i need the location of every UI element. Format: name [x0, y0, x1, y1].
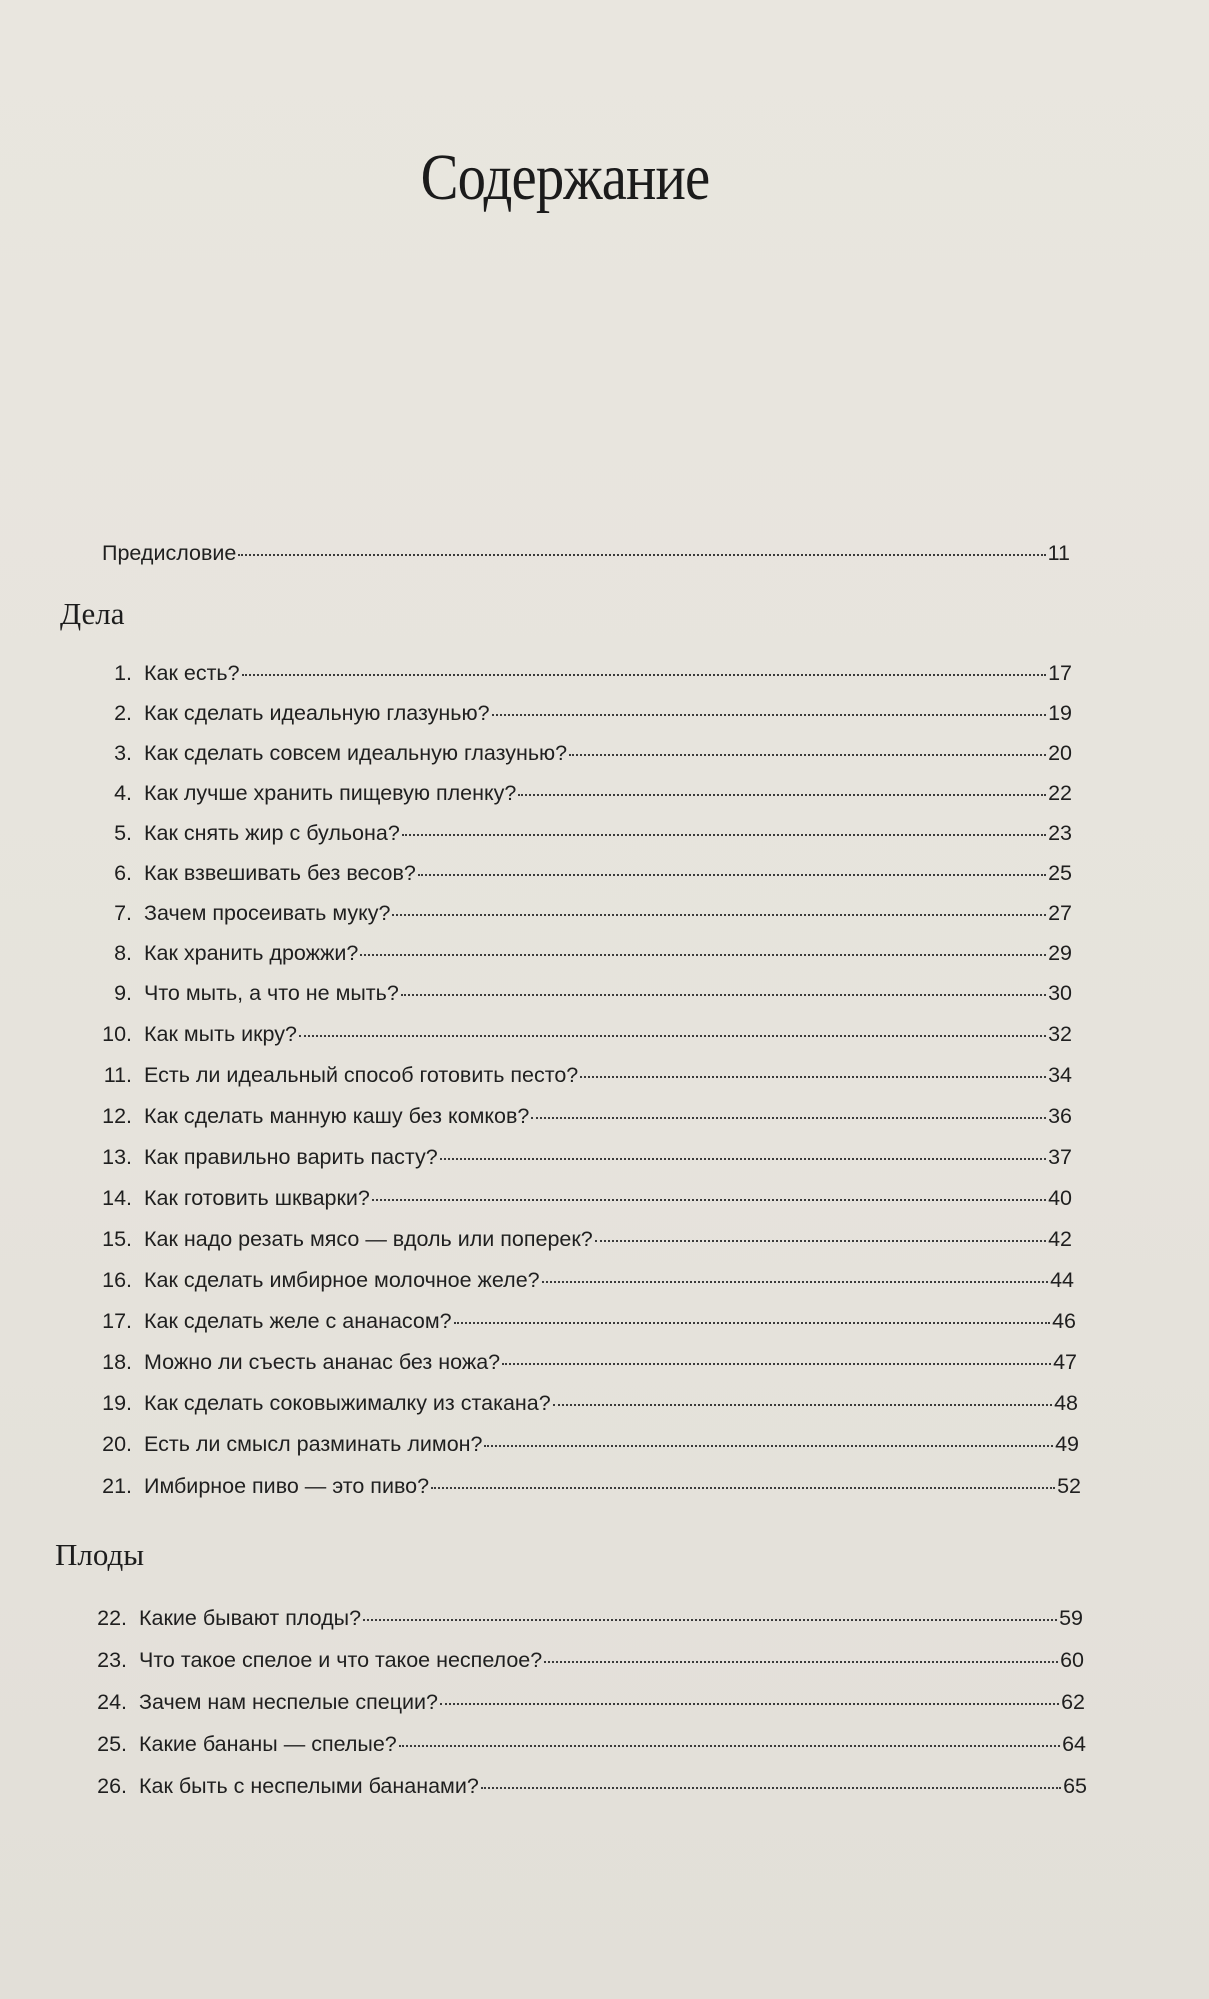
toc-entry-page: 11 [1047, 541, 1070, 565]
dot-leader [440, 1158, 1046, 1160]
dot-leader [418, 874, 1046, 876]
toc-entry-number: 12. [102, 1104, 132, 1128]
toc-entry-number: 25. [97, 1732, 127, 1756]
dot-leader [363, 1619, 1057, 1621]
toc-entry-number: 14. [102, 1186, 132, 1210]
toc-entry-number: 24. [97, 1690, 127, 1714]
toc-entry-page: 59 [1059, 1606, 1083, 1630]
dot-leader [580, 1076, 1046, 1078]
toc-entry-number: 21. [102, 1474, 132, 1498]
toc-entry-page: 29 [1048, 941, 1072, 965]
dot-leader [238, 554, 1045, 556]
toc-entry[interactable] [95, 1648, 1084, 1682]
toc-entry[interactable] [100, 861, 1072, 895]
toc-entry[interactable] [100, 701, 1072, 735]
toc-entry-label: Как сделать имбирное молочное желе? [144, 1268, 540, 1292]
toc-entry[interactable] [100, 741, 1072, 775]
toc-entry-label: Какие бананы — спелые? [139, 1732, 397, 1756]
toc-entry-page: 30 [1048, 981, 1072, 1005]
toc-entry-number: 15. [102, 1227, 132, 1251]
toc-entry-number: 19. [102, 1391, 132, 1415]
toc-entry-label: Как правильно варить пасту? [144, 1145, 438, 1169]
toc-entry-page: 27 [1048, 901, 1072, 925]
toc-entry[interactable] [100, 901, 1072, 935]
toc-entry-page: 20 [1048, 741, 1072, 765]
toc-entry-page: 64 [1062, 1732, 1086, 1756]
toc-entry-label: Зачем нам неспелые специи? [139, 1690, 439, 1714]
toc-entry-page: 62 [1061, 1690, 1085, 1714]
toc-entry[interactable] [100, 1104, 1072, 1138]
toc-entry-label: Есть ли смысл разминать лимон? [144, 1432, 483, 1456]
dot-leader [481, 1787, 1061, 1789]
toc-entry-label: Имбирное пиво — это пиво? [144, 1474, 430, 1498]
toc-entry-number: 2. [114, 701, 132, 725]
toc-entry[interactable] [100, 1268, 1074, 1302]
page-title: Содержание [420, 141, 710, 214]
toc-entry-page: 17 [1048, 661, 1072, 685]
toc-entry-page: 52 [1057, 1474, 1081, 1498]
dot-leader [399, 1745, 1060, 1747]
dot-leader [518, 794, 1046, 796]
dot-leader [595, 1240, 1046, 1242]
toc-entry-page: 22 [1048, 781, 1072, 805]
dot-leader [492, 714, 1047, 716]
toc-entry[interactable] [100, 1063, 1072, 1097]
toc-entry-number: 23. [97, 1648, 127, 1672]
toc-entry-number: 3. [114, 741, 132, 765]
toc-entry[interactable] [100, 1145, 1072, 1179]
dot-leader [553, 1404, 1052, 1406]
dot-leader [484, 1445, 1053, 1447]
toc-entry-page: 25 [1048, 861, 1072, 885]
toc-entry-page: 47 [1053, 1350, 1077, 1374]
dot-leader [242, 674, 1047, 676]
toc-entry-label: Что мыть, а что не мыть? [144, 981, 399, 1005]
dot-leader [542, 1281, 1048, 1283]
toc-entry-page: 42 [1048, 1227, 1072, 1251]
toc-entry-label: Как надо резать мясо — вдоль или поперек? [144, 1227, 593, 1251]
toc-entry[interactable] [100, 981, 1072, 1015]
toc-entry-page: 32 [1048, 1022, 1072, 1046]
toc-entry[interactable] [100, 1309, 1076, 1343]
toc-entry-number: 16. [102, 1268, 132, 1292]
dot-leader [531, 1117, 1046, 1119]
toc-entry-label: Как снять жир с бульона? [144, 821, 400, 845]
dot-leader [402, 834, 1046, 836]
toc-entry-label: Как сделать желе с ананасом? [144, 1309, 452, 1333]
dot-leader [392, 914, 1046, 916]
toc-entry-number: 8. [114, 941, 132, 965]
toc-entry-number: 6. [114, 861, 132, 885]
toc-entry-label: Как сделать идеальную глазунью? [144, 701, 490, 725]
toc-entry-label: Как взвешивать без весов? [144, 861, 416, 885]
toc-entry-preface[interactable] [102, 541, 1070, 575]
toc-entry-label: Есть ли идеальный способ готовить песто? [144, 1063, 579, 1087]
toc-entry-number: 11. [103, 1063, 132, 1087]
toc-entry-page: 19 [1048, 701, 1072, 725]
dot-leader [440, 1703, 1059, 1705]
toc-entry-number: 13. [102, 1145, 132, 1169]
toc-entry[interactable] [95, 1606, 1083, 1640]
toc-entry-number: 9. [114, 981, 132, 1005]
dot-leader [569, 754, 1046, 756]
dot-leader [454, 1322, 1050, 1324]
dot-leader [502, 1363, 1051, 1365]
toc-entry-page: 49 [1055, 1432, 1079, 1456]
toc-entry-number: 4. [114, 781, 132, 805]
toc-entry-label: Как сделать манную кашу без комков? [144, 1104, 530, 1128]
toc-entry-number: 1. [114, 661, 132, 685]
toc-entry-number: 18. [102, 1350, 132, 1374]
toc-entry[interactable] [100, 661, 1072, 695]
toc-entry[interactable] [100, 1186, 1072, 1220]
toc-entry-number: 22. [97, 1606, 127, 1630]
dot-leader [544, 1661, 1058, 1663]
toc-entry-page: 60 [1060, 1648, 1084, 1672]
dot-leader [372, 1199, 1046, 1201]
section-heading-dela: Дела [60, 596, 125, 631]
toc-entry[interactable] [100, 1022, 1072, 1056]
toc-entry[interactable] [100, 1432, 1079, 1466]
toc-entry-number: 7. [114, 901, 132, 925]
toc-entry[interactable] [100, 821, 1072, 855]
toc-entry-page: 48 [1054, 1391, 1078, 1415]
dot-leader [299, 1035, 1046, 1037]
toc-entry-label: Зачем просеивать муку? [144, 901, 391, 925]
toc-entry[interactable] [95, 1690, 1085, 1724]
toc-entry-page: 37 [1048, 1145, 1072, 1169]
toc-entry-label: Можно ли съесть ананас без ножа? [144, 1350, 501, 1374]
toc-entry-page: 40 [1048, 1186, 1072, 1210]
toc-entry-page: 46 [1052, 1309, 1076, 1333]
dot-leader [401, 994, 1046, 996]
section-heading-plody: Плоды [55, 1537, 145, 1572]
toc-entry[interactable] [100, 781, 1072, 815]
toc-entry-number: 17. [102, 1309, 132, 1333]
toc-entry-label: Как сделать совсем идеальную глазунью? [144, 741, 568, 765]
toc-entry-label: Как есть? [144, 661, 240, 685]
toc-entry-number: 10. [102, 1022, 132, 1046]
toc-entry-label: Что такое спелое и что такое неспелое? [139, 1648, 543, 1672]
toc-entry-label: Как лучше хранить пищевую пленку? [144, 781, 517, 805]
toc-entry-page: 36 [1048, 1104, 1072, 1128]
toc-entry[interactable] [100, 1350, 1077, 1384]
toc-entry-number: 5. [114, 821, 132, 845]
dot-leader [360, 954, 1046, 956]
toc-entry-label: Как сделать соковыжималку из стакана? [144, 1391, 551, 1415]
dot-leader [431, 1487, 1055, 1489]
toc-entry-page: 34 [1048, 1063, 1072, 1087]
toc-entry[interactable] [95, 1774, 1087, 1808]
toc-entry[interactable] [100, 941, 1072, 975]
toc-entry-page: 44 [1050, 1268, 1074, 1292]
toc-entry-label: Как мыть икру? [144, 1022, 297, 1046]
toc-entry-number: 26. [97, 1774, 127, 1798]
toc-entry[interactable] [100, 1474, 1081, 1508]
toc-entry-label: Как готовить шкварки? [144, 1186, 370, 1210]
toc-entry-page: 23 [1048, 821, 1072, 845]
toc-entry-label: Как быть с неспелыми бананами? [139, 1774, 479, 1798]
toc-entry[interactable] [100, 1227, 1072, 1261]
toc-entry[interactable] [100, 1391, 1078, 1425]
toc-entry-number: 20. [102, 1432, 132, 1456]
toc-entry-label: Какие бывают плоды? [139, 1606, 362, 1630]
toc-entry[interactable] [95, 1732, 1086, 1766]
toc-entry-page: 65 [1063, 1774, 1087, 1798]
toc-entry-label: Как хранить дрожжи? [144, 941, 359, 965]
toc-entry-label: Предисловие [102, 541, 237, 565]
